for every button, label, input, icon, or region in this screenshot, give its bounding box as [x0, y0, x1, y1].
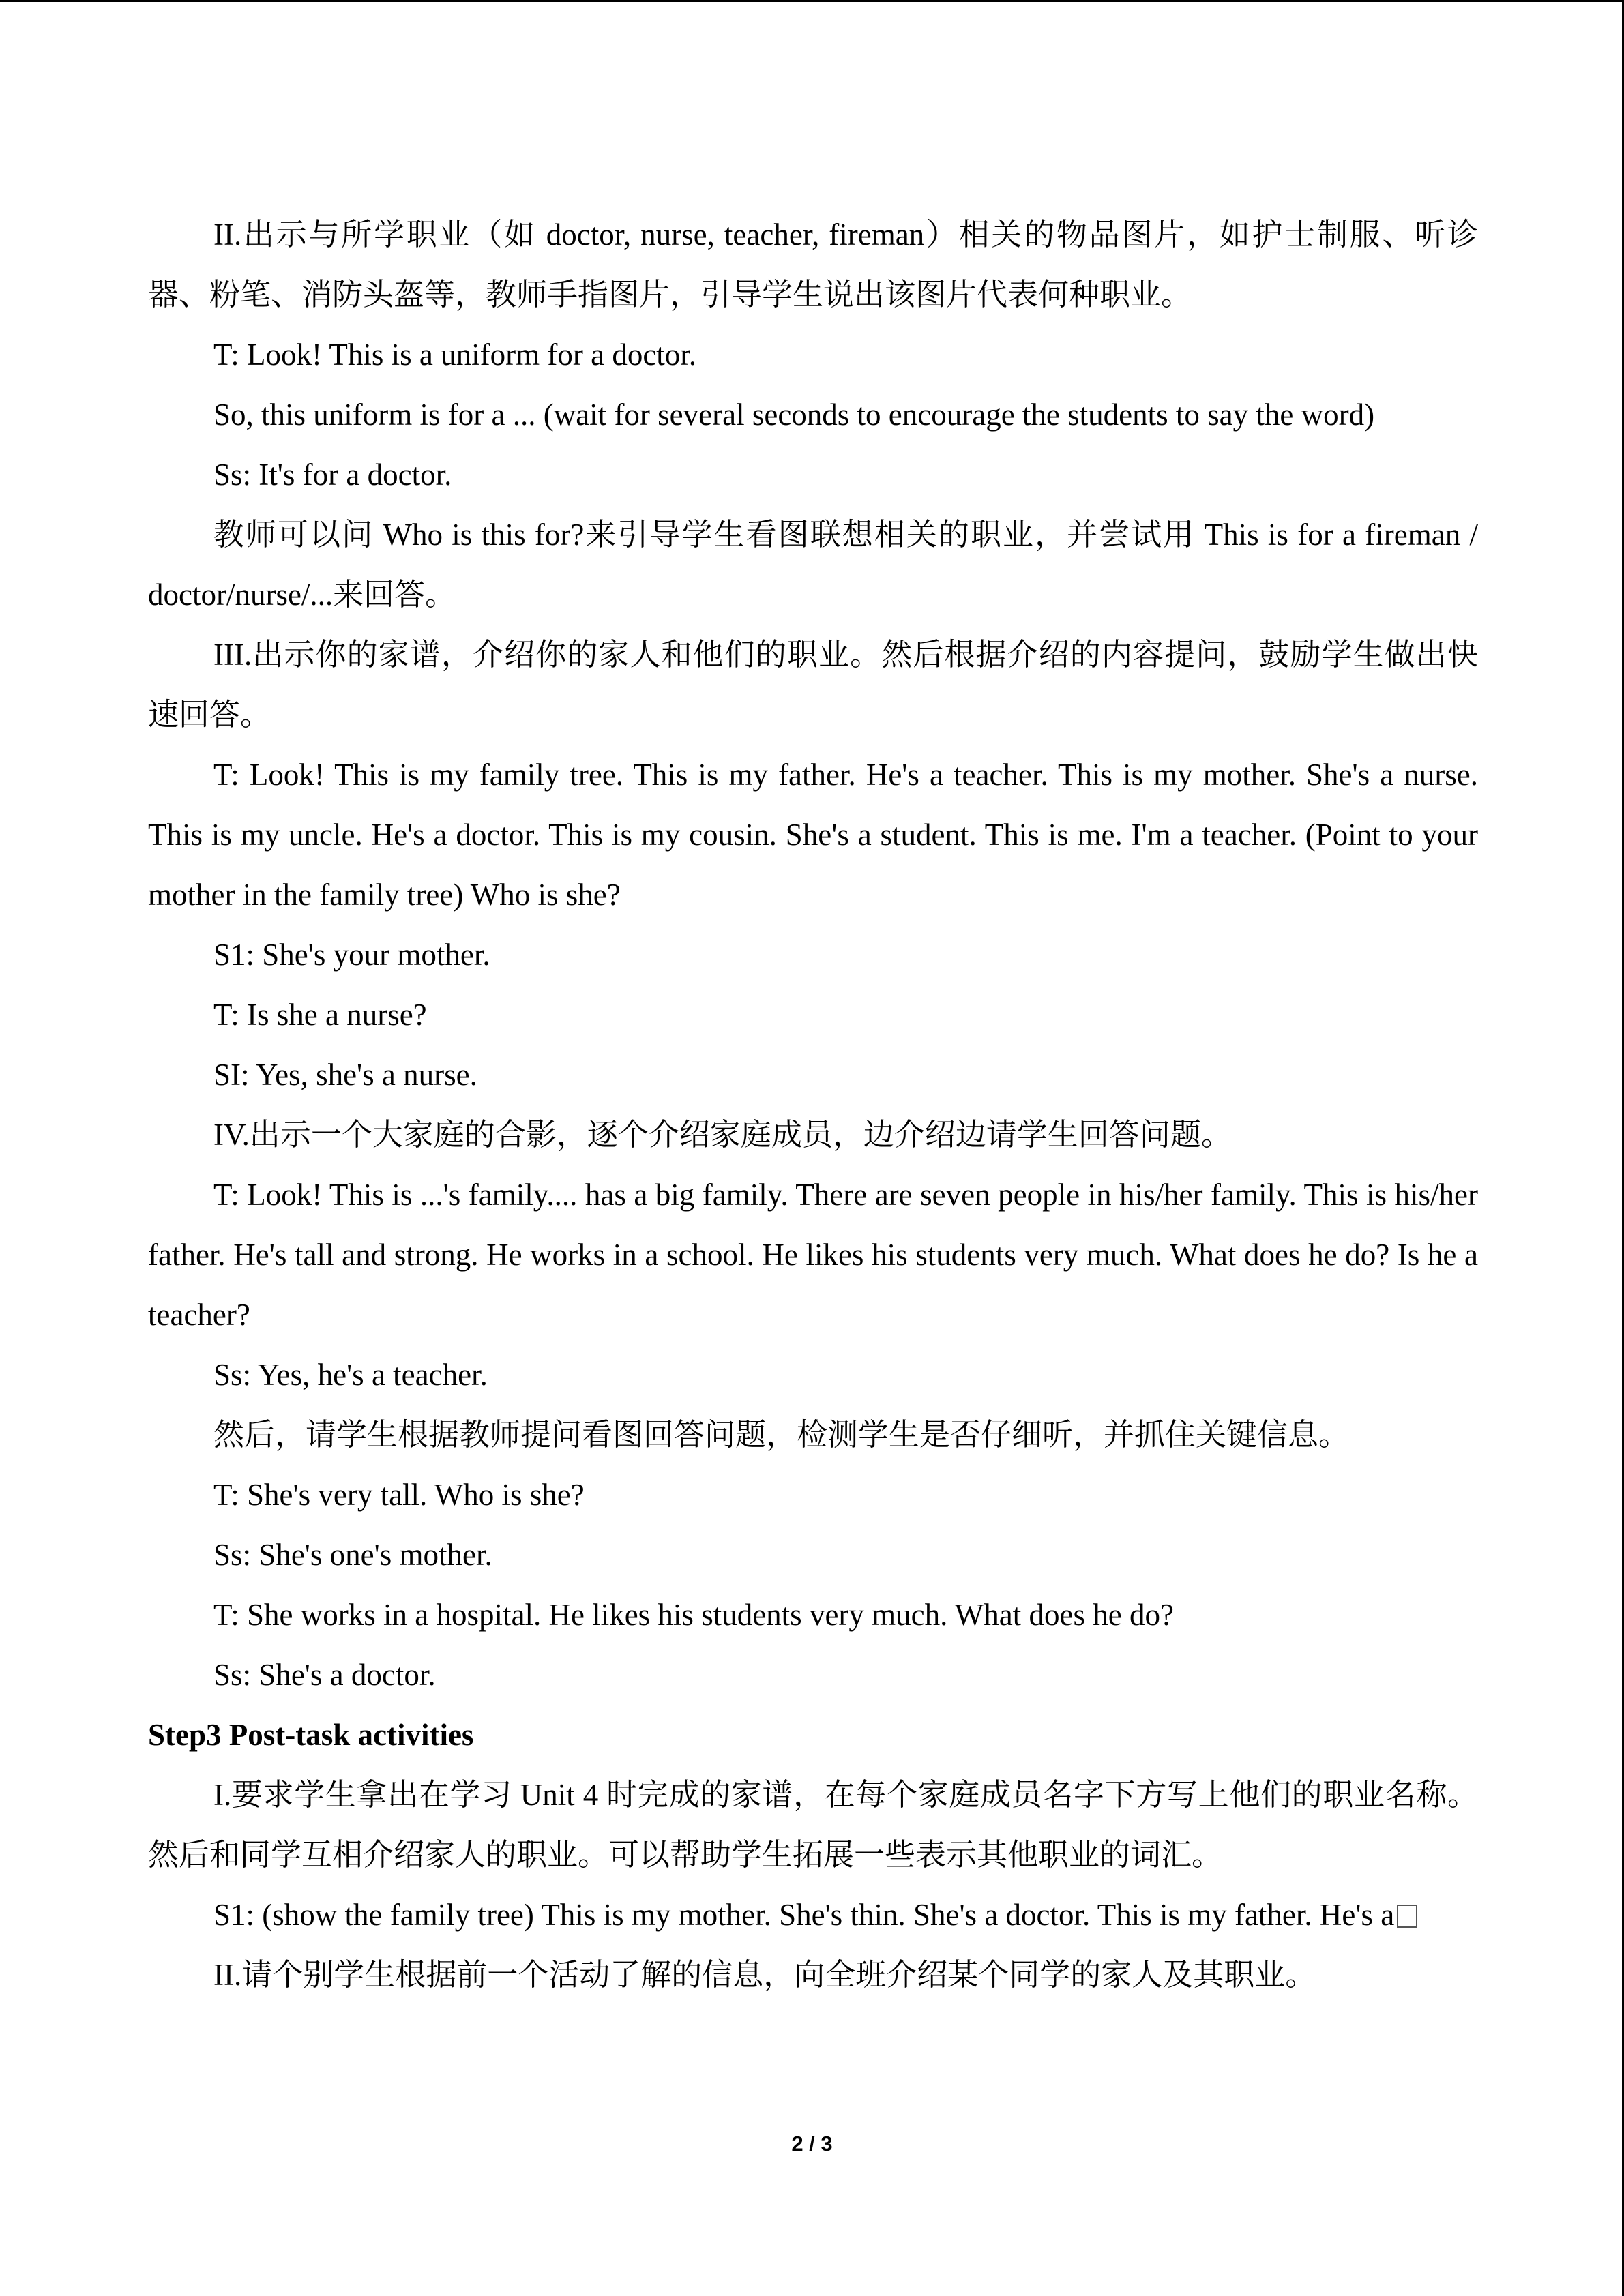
dialogue-line: T: Look! This is my family tree. This is my father. He's a teacher. This is my mother. She's a nurse. This is my uncle. He's a doctor. This is my cousin. She's a student. This is me. I'm a teacher. (Point to your mother in the family tree) Who is she? [148, 758, 1478, 912]
document-body [148, 205, 1478, 2005]
paragraph-listening-check: 然后，请学生根据教师提问看图回答问题，检测学生是否仔细听，并抓住关键信息。 [213, 1418, 1350, 1452]
dialogue-line: Ss: She's one's mother. [213, 1538, 492, 1572]
dialogue-line: SI: Yes, she's a nurse. [213, 1058, 477, 1092]
dialogue-line-with-missing-glyph [148, 1885, 1478, 1945]
dialogue-line: T: Is she a nurse? [213, 998, 427, 1032]
dialogue-line: T: Look! This is ...'s family.... has a big family. There are seven people in his/her family. This is his/her father. He's tall and strong. He works in a school. He likes his students very much. What does he do? Is he a teacher? [148, 1178, 1478, 1332]
dialogue-line: So, this uniform is for a ... (wait for several seconds to encourage the students to say the word) [213, 398, 1375, 432]
dialogue-line: Ss: Yes, he's a teacher. [213, 1358, 488, 1392]
paragraph-step3-activity-ii: II.请个别学生根据前一个活动了解的信息，向全班介绍某个同学的家人及其职业。 [213, 1958, 1316, 1992]
paragraph-step3-activity-i: I.要求学生拿出在学习 Unit 4 时完成的家谱，在每个家庭成员名字下方写上他们的职业名称。然后和同学互相介绍家人的职业。可以帮助学生拓展一些表示其他职业的词汇。 [148, 1778, 1478, 1872]
paragraph-activity-iii: III.出示你的家谱，介绍你的家人和他们的职业。然后根据介绍的内容提问，鼓励学生做出快速回答。 [148, 638, 1478, 732]
section-heading-step3: Step3 Post-task activities [148, 1718, 474, 1752]
page-top-border [0, 0, 1624, 2]
dialogue-line: S1: She's your mother. [213, 938, 490, 972]
dialogue-line: T: She works in a hospital. He likes his students very much. What does he do? [213, 1598, 1174, 1632]
dialogue-text: S1: (show the family tree) This is my mother. She's thin. She's a doctor. This is my father. He's a [213, 1898, 1395, 1932]
dialogue-line: T: Look! This is a uniform for a doctor. [213, 338, 697, 372]
paragraph-activity-iv: IV.出示一个大家庭的合影，逐个介绍家庭成员，边介绍边请学生回答问题。 [213, 1118, 1232, 1152]
page-number: 2 / 3 [791, 2132, 833, 2156]
dialogue-line: Ss: It's for a doctor. [213, 458, 452, 492]
paragraph-teacher-guidance: 教师可以问 Who is this for?来引导学生看图联想相关的职业，并尝试用 This is for a fireman / doctor/nurse/...来回答。 [148, 518, 1478, 612]
dialogue-line: Ss: She's a doctor. [213, 1658, 436, 1692]
paragraph-activity-ii: II.出示与所学职业（如 doctor, nurse, teacher, fireman）相关的物品图片，如护士制服、听诊器、粉笔、消防头盔等，教师手指图片，引导学生说出该图片代表何种职业。 [148, 218, 1478, 312]
dialogue-line: T: She's very tall. Who is she? [213, 1478, 585, 1512]
missing-glyph-box [1397, 1905, 1417, 1928]
